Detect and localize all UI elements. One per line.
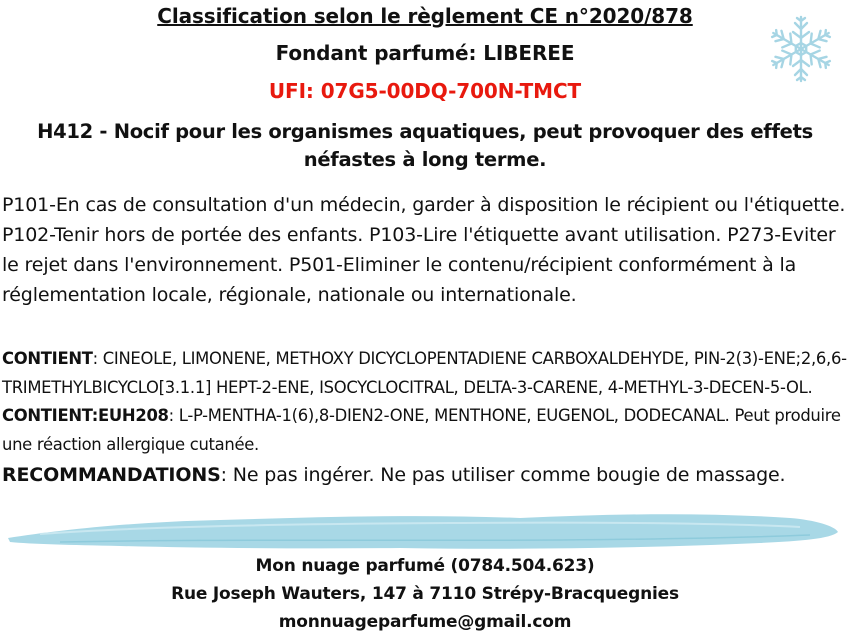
brush-stroke-divider: [0, 508, 850, 553]
precautionary-statements: P101-En cas de consultation d'un médecin, garder à disposition le récipient ou l'étiquette. P102-Tenir hors de portée des enfants. P103-Lire l'étiquette avant utilisation. P273-Eviter le rejet dans l'environnement. P501-Eliminer le contenu/récipient conformément à la réglementation locale, régionale, nationale ou internationale.: [2, 194, 846, 306]
footer-address: Rue Joseph Wauters, 147 à 7110 Strépy-Bracquegnies: [171, 584, 679, 604]
euh-label: CONTIENT:EUH208: [2, 406, 169, 425]
euh-text: : L-P-MENTHA-1(6),8-DIEN2-ONE, MENTHONE, EUGENOL, DODECANAL. Peut produire une réaction allergique cutanée.: [2, 406, 841, 454]
recommendations-label: RECOMMANDATIONS: [2, 464, 221, 486]
contents-section: [2, 345, 848, 459]
hazard-statement: H412 - Nocif pour les organismes aquatiques, peut provoquer des effets néfastes à long terme.: [37, 120, 813, 171]
footer-company: Mon nuage parfumé (0784.504.623): [255, 556, 595, 576]
snowflake-icon: [763, 14, 839, 84]
footer-email: monnuageparfume@gmail.com: [278, 612, 572, 632]
page-title: Classification selon le règlement CE n°2020/878: [157, 4, 693, 28]
ufi-code: UFI: 07G5-00DQ-700N-TMCT: [268, 79, 582, 103]
contents-label: CONTIENT: [2, 349, 93, 368]
recommendations-text: : Ne pas ingérer. Ne pas utiliser comme bougie de massage.: [220, 464, 786, 486]
product-name: Fondant parfumé: LIBEREE: [275, 41, 575, 65]
recommendations-section: [2, 460, 848, 490]
contents-text: : CINEOLE, LIMONENE, METHOXY DICYCLOPENTADIENE CARBOXALDEHYDE, PIN-2(3)-ENE;2,6,6- TRIMETHYLBICYCLO[3.1.1] HEPT-2-ENE, ISOCYCLOCITRAL, DELTA-3-CARENE, 4-METHYL-3-DECEN-5-OL.: [2, 349, 847, 397]
